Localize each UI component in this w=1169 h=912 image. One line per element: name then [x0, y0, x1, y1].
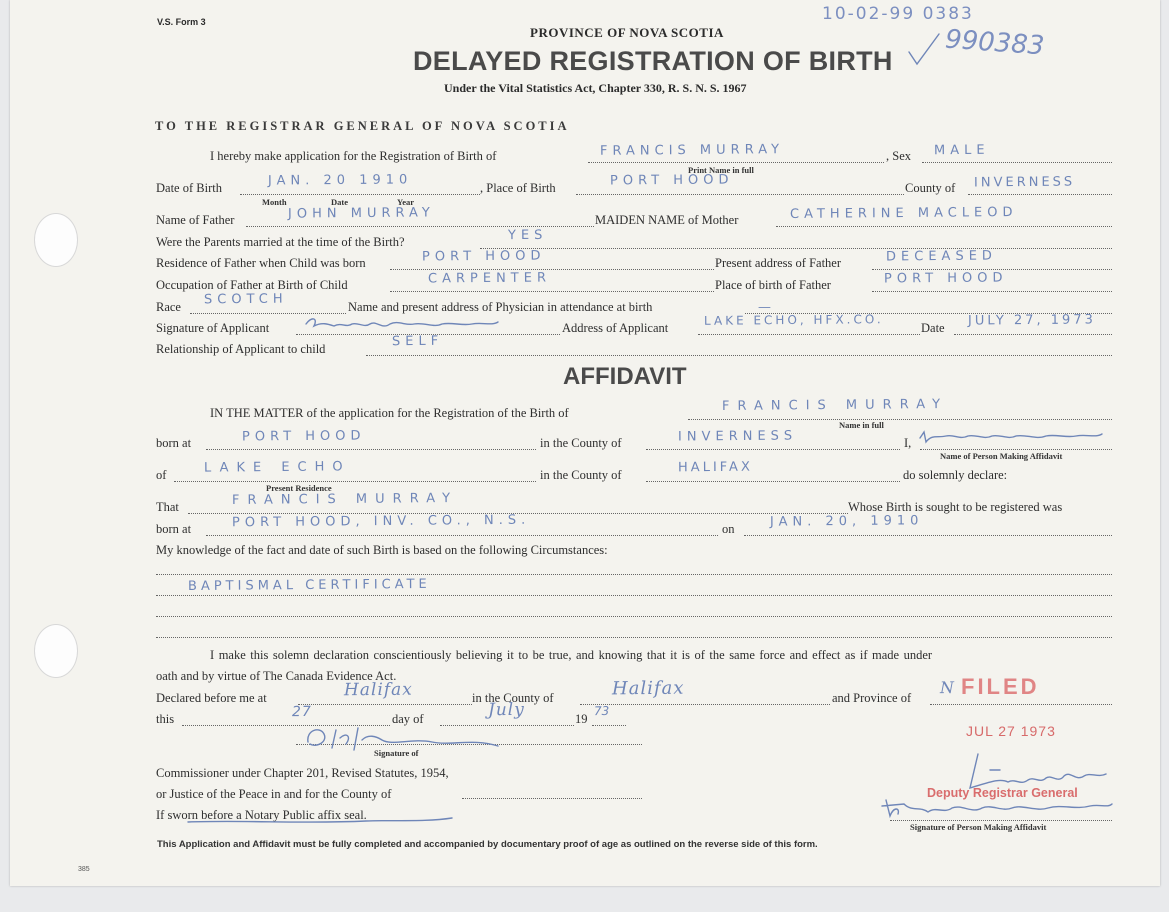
occupation-label: Occupation of Father at Birth of Child: [156, 278, 348, 292]
that-label: That: [156, 500, 179, 514]
year-prefix-label: 19: [575, 712, 588, 726]
punch-hole-bottom: [34, 624, 78, 678]
notary-line: If sworn before a Notary Public affix seal.: [156, 808, 367, 822]
applicant-address-value: LAKE ECHO, HFX.CO.: [703, 312, 884, 328]
present-address-label: Present address of Father: [715, 256, 842, 270]
circumstance-value: BAPTISMAL CERTIFICATE: [187, 576, 431, 595]
in-county-label: in the County of: [472, 691, 554, 705]
born-at-label-2: born at: [156, 522, 192, 536]
married-label: Were the Parents married at the time of the Birth?: [156, 235, 405, 249]
occupation-value: CARPENTER: [427, 270, 552, 287]
province-of-label: and Province of: [832, 691, 912, 705]
punch-hole-top: [34, 213, 78, 267]
dob-label: Date of Birth: [156, 181, 222, 195]
married-value: YES: [507, 227, 548, 244]
page-title: DELAYED REGISTRATION OF BIRTH: [413, 46, 893, 76]
on-label: on: [722, 522, 735, 536]
residence-value: PORT HOOD: [421, 248, 546, 265]
born-at-label: born at: [156, 436, 192, 450]
filed-date-stamp: JUL 27 1973: [966, 723, 1056, 739]
day-value: 27: [291, 703, 312, 721]
county-of-label: in the County of: [540, 436, 622, 450]
in-county-value: Halifax: [611, 677, 685, 700]
born-at-value: PORT HOOD: [241, 428, 366, 445]
underline-stroke: [186, 812, 456, 828]
physician-value: —: [757, 299, 777, 316]
mother-value: CATHERINE MACLEOD: [789, 205, 1018, 222]
date-value: JULY 27, 1973: [967, 312, 1096, 329]
month-value: July: [487, 699, 525, 721]
province-heading: PROVINCE OF NOVA SCOTIA: [530, 25, 724, 40]
print-name-hint: Print Name in full: [688, 165, 754, 175]
pob-label: , Place of Birth: [480, 181, 556, 195]
that-value: FRANCIS MURRAY: [231, 491, 459, 508]
father-value: JOHN MURRAY: [287, 205, 435, 222]
reference-number-main: 990383: [944, 24, 1046, 62]
declared-before-label: Declared before me at: [156, 691, 267, 705]
day-of-label: day of: [392, 712, 424, 726]
affiant-signature: [916, 426, 1106, 448]
month-hint: Month: [262, 197, 287, 207]
pob-value: PORT HOOD: [609, 172, 734, 189]
relationship-label: Relationship of Applicant to child: [156, 342, 326, 356]
residence-label: Residence of Father when Child was born: [156, 256, 366, 270]
check-mark-icon: [905, 30, 945, 70]
signature-of-hint: Signature of: [374, 748, 419, 758]
print-code: 385: [78, 866, 90, 873]
affidavit-heading: AFFIDAVIT: [563, 363, 687, 390]
form-page: [10, 0, 1160, 886]
of-value: LAKE ECHO: [203, 459, 351, 476]
year-hint: Year: [397, 197, 414, 207]
race-label: Race: [156, 300, 181, 314]
date-hint: Date: [331, 197, 348, 207]
year-value: 73: [593, 703, 610, 719]
to-registrar-line: TO THE REGISTRAR GENERAL OF NOVA SCOTIA: [155, 119, 570, 133]
of-label: of: [156, 468, 167, 482]
father-pob-label: Place of birth of Father: [715, 278, 831, 292]
sex-label: , Sex: [886, 149, 911, 163]
matter-value: FRANCIS MURRAY: [721, 397, 949, 414]
solemn-line-2: oath and by virtue of The Canada Evidence Act.: [156, 669, 397, 683]
page-subtitle: Under the Vital Statistics Act, Chapter 330, R. S. N. S. 1967: [444, 81, 747, 95]
declared-before-value: Halifax: [343, 679, 413, 701]
person-making-affidavit-hint: Name of Person Making Affidavit: [940, 451, 1063, 461]
person-signature-hint: Signature of Person Making Affidavit: [910, 822, 1047, 832]
this-label: this: [156, 712, 175, 726]
justice-line: or Justice of the Peace in and for the County of: [156, 787, 392, 801]
province-of-value: N: [939, 677, 960, 698]
county-label: County of: [905, 181, 956, 195]
present-residence-hint: Present Residence: [266, 483, 332, 493]
applicant-signature-label: Signature of Applicant: [156, 321, 270, 335]
dob-value: JAN. 20 1910: [267, 172, 413, 189]
physician-label: Name and present address of Physician in attendance at birth: [348, 300, 653, 314]
reference-number-top: 10-02-99 0383: [822, 4, 974, 24]
race-value: SCOTCH: [203, 291, 288, 308]
applicant-address-label: Address of Applicant: [562, 321, 669, 335]
county-of-value: INVERNESS: [677, 428, 798, 445]
county-value: INVERNESS: [973, 174, 1076, 191]
father-label: Name of Father: [156, 213, 235, 227]
county-of-value-2: HALIFAX: [677, 459, 753, 476]
matter-label: IN THE MATTER of the application for the Registration of the Birth of: [210, 406, 569, 420]
form-number: V.S. Form 3: [157, 17, 206, 27]
footer-note: This Application and Affidavit must be fully completed and accompanied by documentary proof of age as outlined on the reverse side of this form.: [157, 839, 818, 850]
filed-stamp: FILED: [961, 674, 1040, 699]
date-label: Date: [921, 321, 945, 335]
whose-birth-label: Whose Birth is sought to be registered was: [848, 500, 1063, 514]
relationship-value: SELF: [391, 333, 444, 350]
mother-label: MAIDEN NAME of Mother: [595, 213, 739, 227]
sex-value: MALE: [933, 142, 990, 159]
intro-label: I hereby make application for the Registration of Birth of: [210, 149, 497, 163]
commissioner-line: Commissioner under Chapter 201, Revised Statutes, 1954,: [156, 766, 449, 780]
knowledge-label: My knowledge of the fact and date of such Birth is based on the following Circumstances:: [156, 543, 608, 557]
i-label: I,: [904, 436, 912, 450]
county-of-label-2: in the County of: [540, 468, 622, 482]
on-value: JAN. 20, 1910: [769, 513, 924, 530]
declare-label: do solemnly declare:: [903, 468, 1008, 482]
solemn-line-1: I make this solemn declaration conscientiously believing it to be true, and knowing that it is of the same force and effect as if made under: [210, 648, 933, 662]
name-full-hint: Name in full: [839, 420, 884, 430]
present-address-value: DECEASED: [885, 248, 997, 265]
born-at-value-2: PORT HOOD, INV. CO., N.S.: [231, 512, 531, 531]
child-name-value: FRANCIS MURRAY: [599, 142, 785, 159]
deputy-registrar-stamp: Deputy Registrar General: [927, 786, 1078, 800]
father-pob-value: PORT HOOD: [883, 270, 1008, 287]
